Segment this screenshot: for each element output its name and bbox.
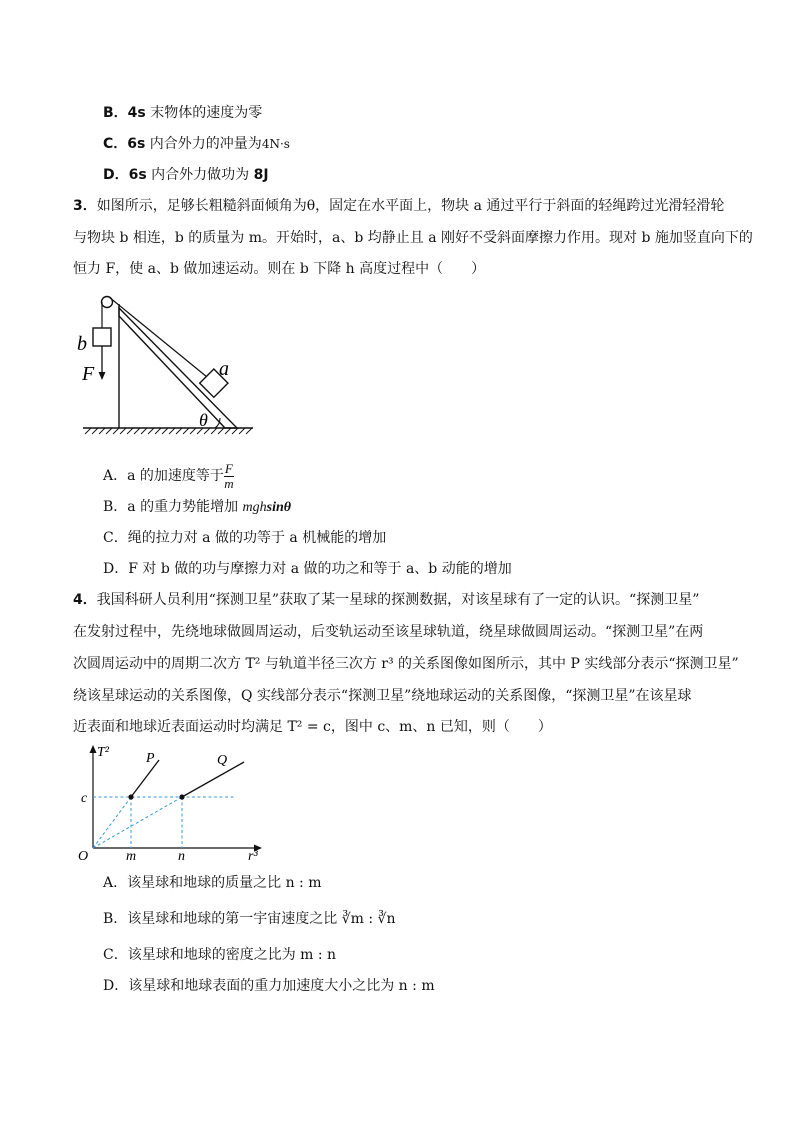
n-label: n <box>178 849 185 864</box>
time-value: 6s <box>128 167 147 183</box>
option-text: 该星球和地球的第一宇宙速度之比 ∛m : ∛n <box>127 911 396 927</box>
label-b: b <box>77 333 87 355</box>
P-label: P <box>146 751 155 766</box>
Q-dashed-extension <box>93 797 182 848</box>
option-text: 该星球和地球表面的重力加速度大小之比为 n : m <box>128 978 435 994</box>
y-axis-arrowhead <box>90 745 97 753</box>
q3-stem-line-2: 与物块 b 相连，b 的质量为 m。开始时，a、b 均静止且 a 刚好不受斜面摩擦力作用。现对 b 施加竖直向下的 <box>73 230 753 246</box>
q3-option-d <box>103 559 512 579</box>
question-number: 3． <box>73 198 97 214</box>
q2-option-c <box>103 134 290 154</box>
label-a: a <box>219 358 229 380</box>
ground-hatching <box>85 428 252 434</box>
x-axis-label: r³ <box>248 849 258 864</box>
option-text: 该星球和地球的质量之比 n : m <box>127 875 322 891</box>
option-text: 末物体的速度为零 <box>145 105 263 121</box>
q3-option-b <box>103 497 291 518</box>
block-b <box>93 328 111 346</box>
option-label: A． <box>103 468 128 484</box>
stem-text: 如图所示，足够长粗糙斜面倾角为θ，固定在水平面上，物块 a 通过平行于斜面的轻绳跨过光滑轻滑轮 <box>96 198 725 214</box>
m-label: m <box>126 849 137 864</box>
dashed-guides <box>93 797 234 848</box>
math-expr: mgh <box>242 500 267 515</box>
impulse-value: 4N·s <box>261 137 290 151</box>
label-F: F <box>82 363 95 385</box>
y-axis-label: T² <box>97 745 109 760</box>
c-label: c <box>81 791 88 806</box>
fraction-F-over-m: $\frac{F}{m}$ <box>224 460 234 491</box>
option-label: A． <box>103 875 128 891</box>
q4-option-b <box>103 909 396 929</box>
option-text: 内合外力的冲量为 <box>145 136 262 152</box>
q4-stem-line-2: 在发射过程中，先绕地球做圆周运动，后变轨运动至该星球轨道，绕星球做圆周运动。“探测卫星”在两 <box>73 624 704 640</box>
t2-r3-graph <box>72 742 272 864</box>
option-label: B． <box>103 911 128 927</box>
rope-incline <box>109 297 207 377</box>
q4-option-a <box>103 873 321 893</box>
point-Q-n <box>179 794 184 799</box>
stem-text: 我国科研人员利用“探测卫星”获取了某一星球的探测数据，对该星球有了一定的认识。“探测卫星” <box>96 592 700 608</box>
q4-stem-line-3: 次圆周运动中的周期二次方 T² 与轨道半径三次方 r³ 的关系图像如图所示，其中 P 实线部分表示“探测卫星” <box>73 656 739 672</box>
point-P-m <box>128 794 133 799</box>
Q-label: Q <box>217 753 228 768</box>
time-value: 6s <box>127 136 146 152</box>
q4-stem-line-5: 近表面和地球近表面运动时均满足 T² = c，图中 c、m、n 已知，则（ ） <box>73 719 552 735</box>
option-text: a 的加速度等于 <box>127 468 224 484</box>
option-text: 该星球和地球的密度之比为 m : n <box>127 947 337 963</box>
q4-option-c <box>103 945 336 965</box>
P-dashed-extension <box>93 797 131 848</box>
force-arrowhead <box>99 372 106 380</box>
q4-stem-line-4: 绕该星球运动的关系图像，Q 实线部分表示“探测卫星”绕地球运动的关系图像，“探测卫星”在该星球 <box>73 688 692 704</box>
option-label: C． <box>103 136 128 152</box>
sin-expr: sinθ <box>266 500 292 515</box>
option-text: F 对 b 做的功与摩擦力对 a 做的功之和等于 a、b 动能的增加 <box>128 561 512 577</box>
line-P <box>131 760 159 797</box>
time-value: 4s <box>127 105 146 121</box>
work-value: 8J <box>253 167 269 183</box>
option-label: B． <box>103 499 128 515</box>
q3-option-a <box>103 460 234 492</box>
q4-option-d <box>103 976 435 996</box>
option-text: a 的重力势能增加 <box>127 499 243 515</box>
q2-option-b <box>103 103 262 123</box>
question-number: 4． <box>73 592 97 608</box>
option-label: D． <box>103 978 129 994</box>
label-theta: θ <box>199 410 208 430</box>
option-label: B． <box>103 105 128 121</box>
option-text: 绳的拉力对 a 做的功等于 a 机械能的增加 <box>127 530 387 546</box>
q2-option-d <box>103 165 269 185</box>
origin-label: O <box>78 849 89 864</box>
option-label: C． <box>103 947 128 963</box>
option-label: D． <box>103 167 129 183</box>
line-Q <box>182 762 244 797</box>
option-text: 内合外力做功为 <box>146 167 254 183</box>
incline-pulley-figure <box>75 288 260 438</box>
q3-option-c <box>103 528 386 548</box>
q4-stem-line-1 <box>73 590 699 610</box>
q3-stem-line-1 <box>73 196 724 216</box>
q3-stem-line-3: 恒力 F，使 a、b 做加速运动。则在 b 下降 h 高度过程中（ ） <box>73 261 486 277</box>
option-label: D． <box>103 561 129 577</box>
option-label: C． <box>103 530 128 546</box>
